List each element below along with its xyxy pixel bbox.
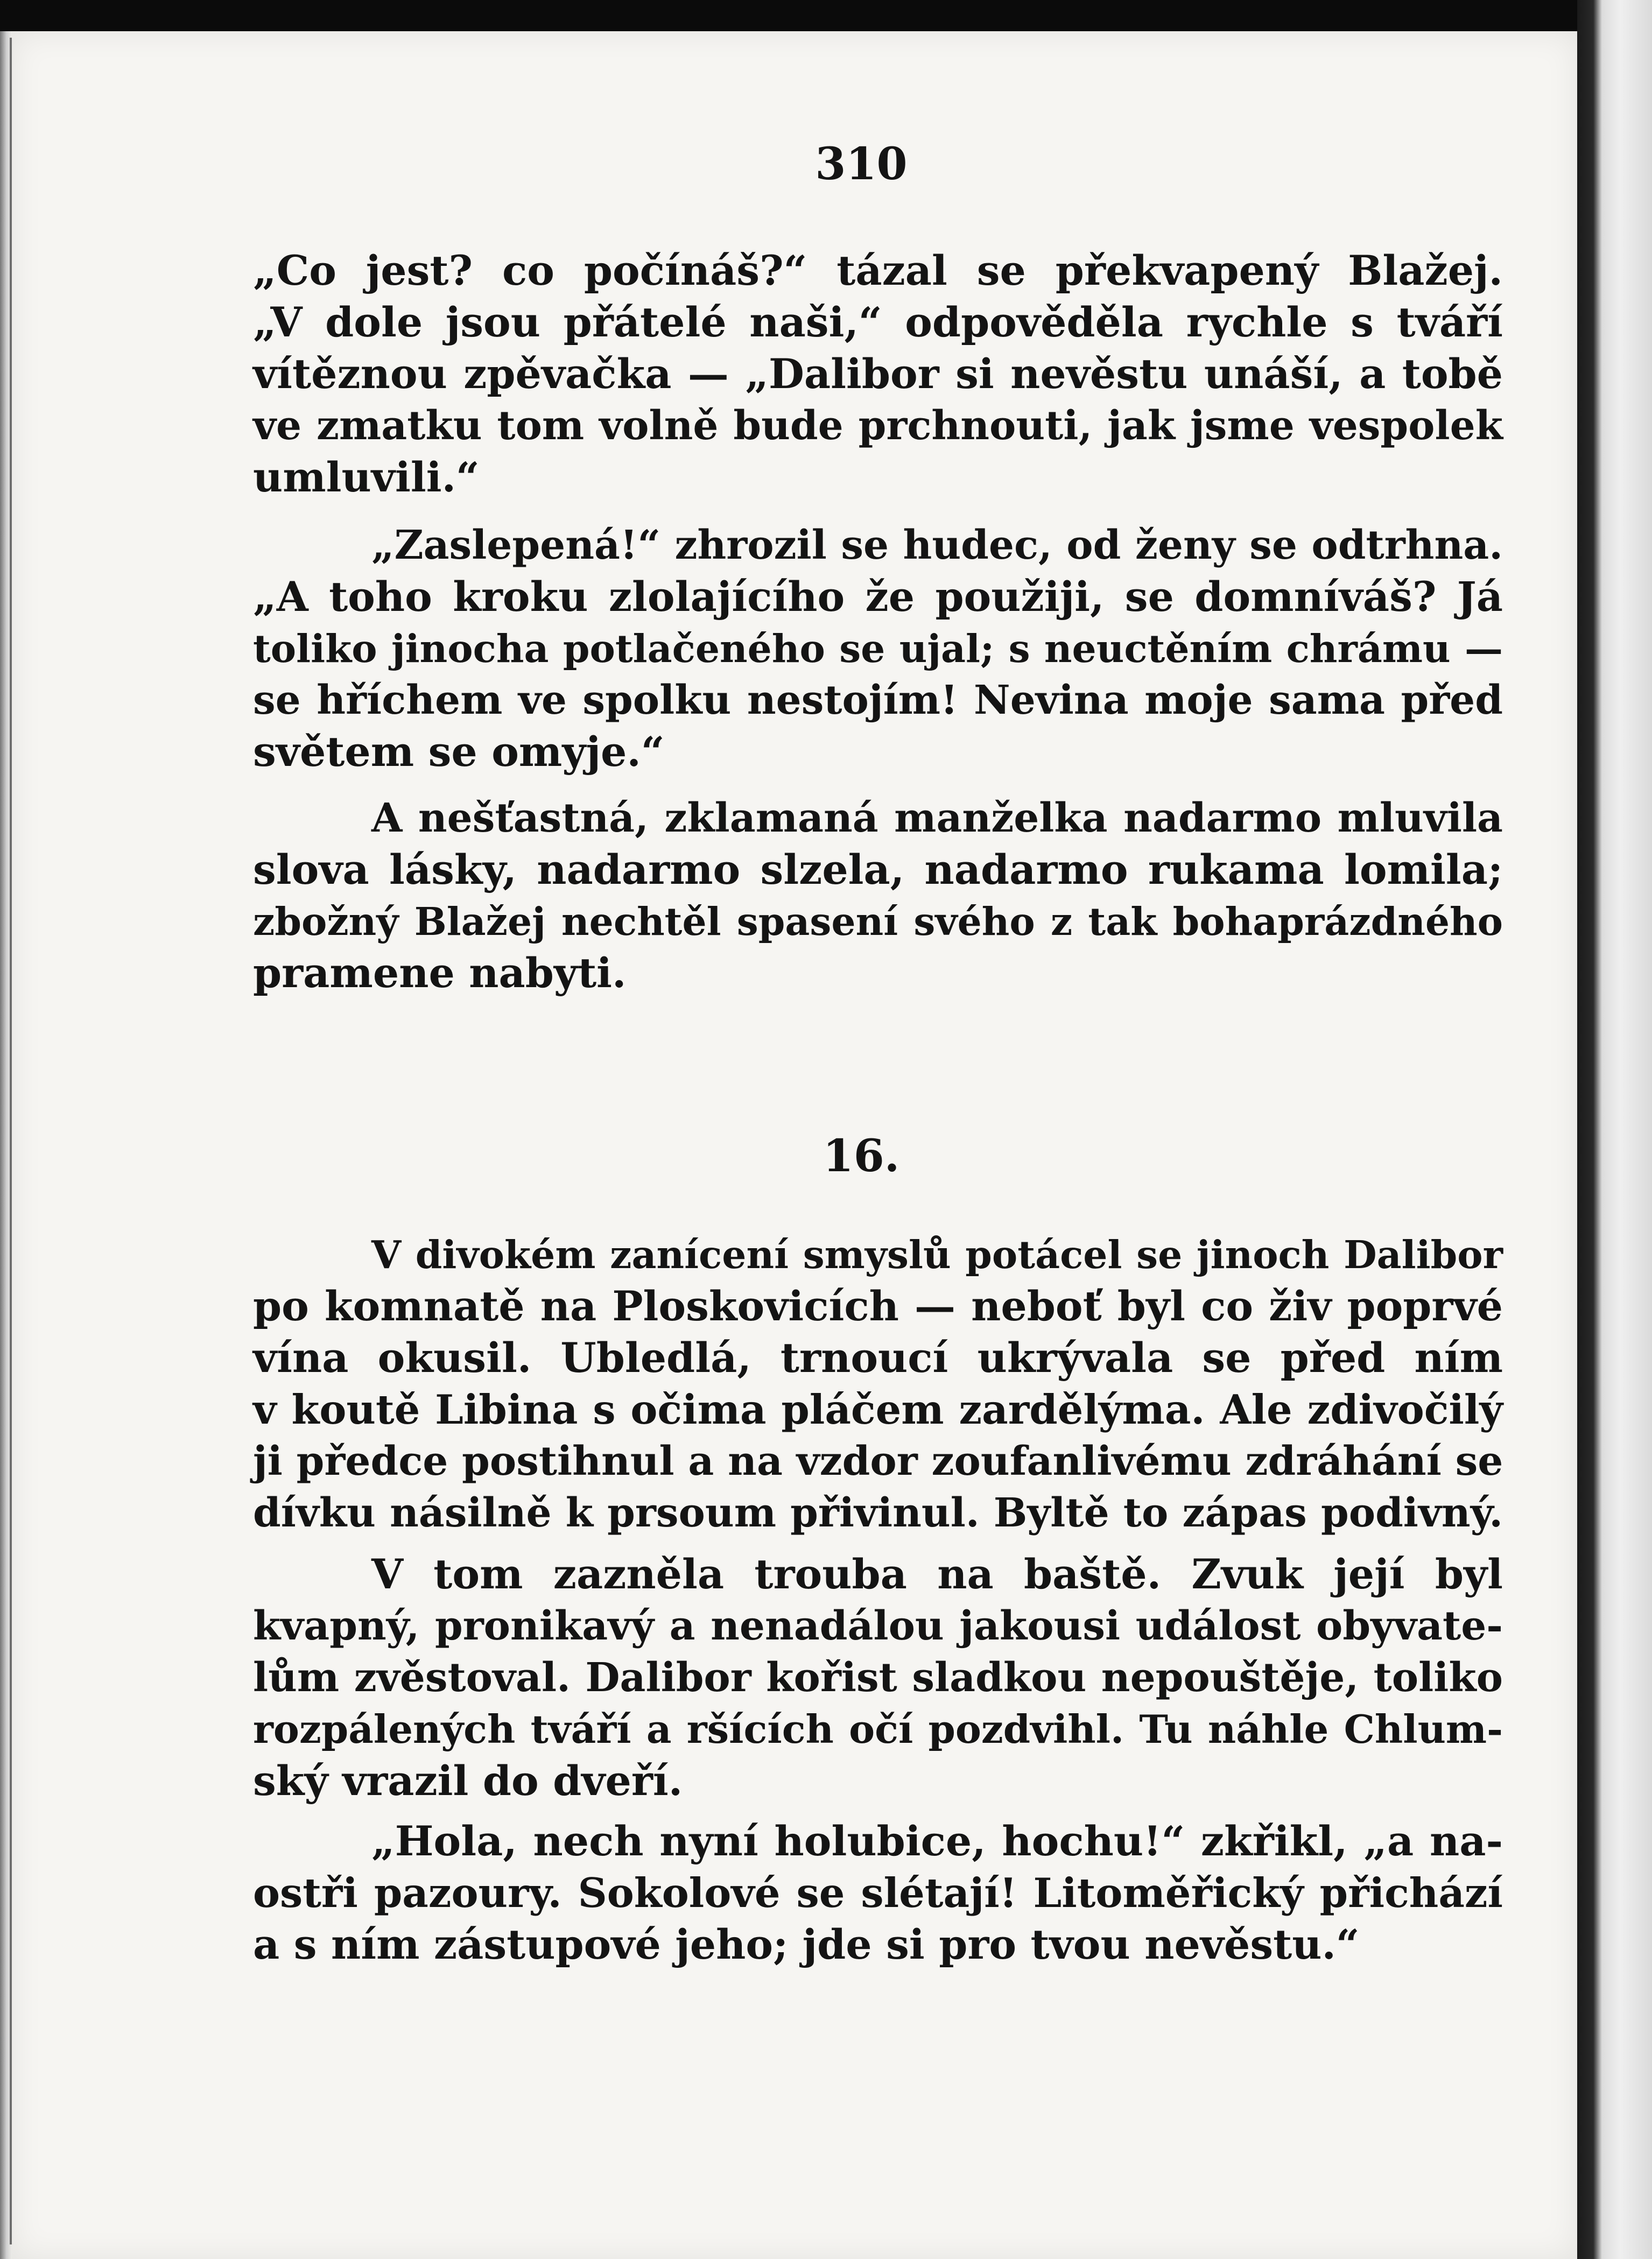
chapter-number: 16. [823, 1130, 900, 1182]
text-line: vítěznou zpěvačka — „Dalibor si nevěstu unáší, a tobě [253, 350, 1503, 398]
text-line: v koutě Libina s očima pláčem zardělýma. Ale zdivočilý [253, 1386, 1503, 1433]
text-line: kvapný, pronikavý a nenadálou jakousi událost obyvate- [253, 1603, 1503, 1649]
text-line: „Co jest? co počínáš?“ tázal se překvapený Blažej. [253, 247, 1503, 294]
text-line: se hříchem ve spolku nestojím! Nevina moje sama před [253, 677, 1503, 723]
binding-edge-line [10, 38, 12, 2244]
text-line: zbožný Blažej nechtěl spasení svého z tak bohaprázdného [253, 899, 1503, 944]
text-line: „Hola, nech nyní holubice, hochu!“ zkřikl, „a na- [371, 1817, 1503, 1865]
text-line: ský vrazil do dveří. [253, 1757, 683, 1805]
scan-top-border [0, 0, 1577, 31]
text-line: umluvili.“ [253, 453, 480, 501]
scan-right-border [1577, 0, 1652, 2259]
text-line: ostři pazoury. Sokolové se slétají! Litoměřický přichází [253, 1869, 1503, 1917]
text-line: ve zmatku tom volně bude prchnouti, jak jsme vespolek [253, 403, 1503, 449]
text-line: lům zvěstoval. Dalibor kořist sladkou nepouštěje, toliko [253, 1655, 1503, 1701]
text-line: světem se omyje.“ [253, 728, 665, 776]
text-line: vína okusil. Ubledlá, trnoucí ukrývala se před ním [253, 1334, 1503, 1382]
text-line: slova lásky, nadarmo slzela, nadarmo rukama lomila; [253, 846, 1503, 893]
text-line: A nešťastná, zklamaná manželka nadarmo mluvila [371, 795, 1503, 841]
text-line: rozpálených tváří a ršících očí pozdvihl. Tu náhle Chlum- [253, 1706, 1503, 1752]
text-line: pramene nabyti. [253, 949, 627, 997]
text-line: „A toho kroku zlolajícího že použiji, se domníváš? Já [253, 573, 1503, 621]
text-line: V tom zazněla trouba na baště. Zvuk její byl [371, 1550, 1503, 1598]
text-line: „V dole jsou přátelé naši,“ odpověděla rychle s tváří [253, 298, 1503, 346]
text-line: a s ním zástupové jeho; jde si pro tvou nevěstu.“ [253, 1920, 1360, 1968]
text-line: ji předce postihnul a na vzdor zoufanlivému zdráhání se [253, 1438, 1503, 1484]
text-line: dívku násilně k prsoum přivinul. Byltě to zápas podivný. [253, 1490, 1503, 1536]
text-line: toliko jinocha potlačeného se ujal; s neuctěním chrámu — [253, 626, 1503, 671]
text-line: po komnatě na Ploskovicích — neboť byl co živ poprvé [253, 1282, 1503, 1330]
text-line: „Zaslepená!“ zhrozil se hudec, od ženy se odtrhna. [371, 522, 1503, 568]
text-line: V divokém zanícení smyslů potácel se jinoch Dalibor [371, 1232, 1503, 1277]
page-number: 310 [815, 138, 908, 190]
